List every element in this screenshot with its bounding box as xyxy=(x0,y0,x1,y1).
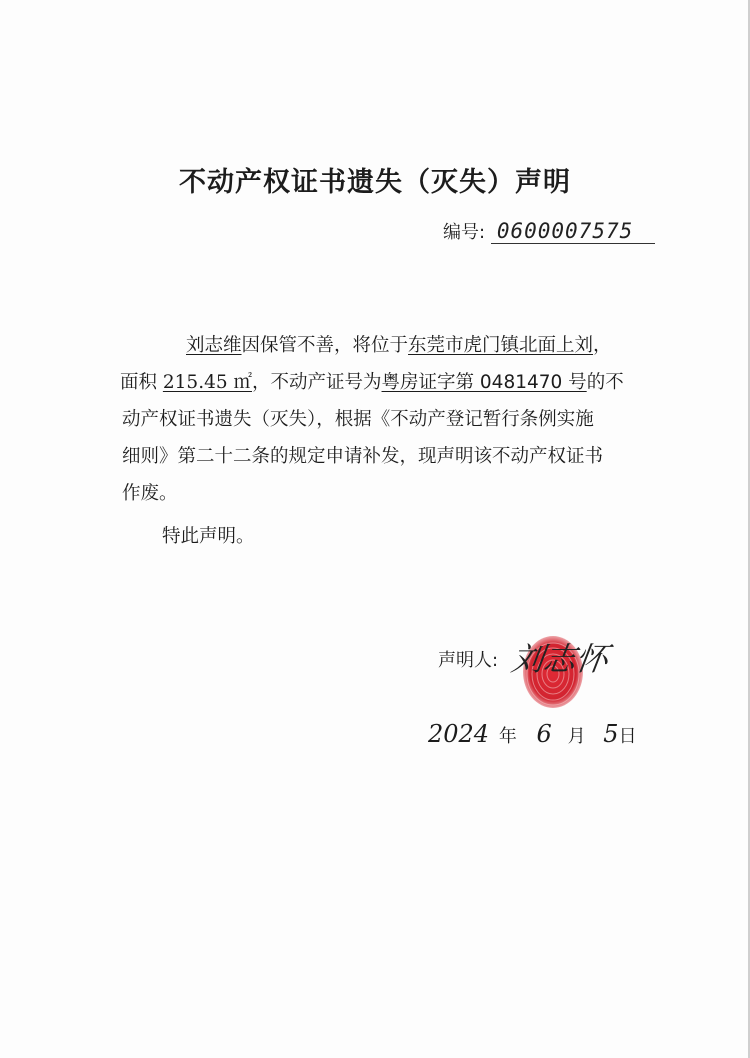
declarant-label: 声明人: xyxy=(438,650,499,671)
date-month-char: 月 xyxy=(567,726,586,747)
document-title: 不动产权证书遗失（灭失）声明 xyxy=(179,167,571,198)
body-line-1 xyxy=(122,327,642,364)
date-month: 6 xyxy=(536,720,552,748)
serial-number xyxy=(443,218,655,244)
certificate-number: 粤房证字第 0481470 号 xyxy=(381,372,587,393)
declaration-body xyxy=(122,327,642,555)
date-year-char: 年 xyxy=(498,726,517,747)
declaration-date xyxy=(428,720,637,748)
body-text: 因保管不善，将位于 xyxy=(241,335,409,356)
body-text: 的不 xyxy=(586,372,624,393)
handwritten-signature: 刘志怀 xyxy=(509,640,611,678)
body-text: ， xyxy=(593,335,612,356)
date-day: 5 xyxy=(603,720,619,748)
property-location: 东莞市虎门镇北面上刘 xyxy=(408,335,594,356)
serial-label: 编号: xyxy=(443,222,486,243)
body-line-4: 细则》第二十二条的规定申请补发，现声明该不动产权证书 xyxy=(122,446,604,467)
declarant-name: 刘志维 xyxy=(186,335,242,356)
closing-statement: 特此声明。 xyxy=(162,526,255,547)
property-area: 215.45 ㎡ xyxy=(162,372,253,393)
body-line-2 xyxy=(120,364,642,401)
body-line-3: 动产权证书遗失（灭失），根据《不动产登记暂行条例实施 xyxy=(122,409,594,430)
date-day-char: 日 xyxy=(618,726,637,747)
body-line-5: 作废。 xyxy=(122,483,178,504)
serial-value: 0600007575 xyxy=(491,219,655,244)
body-text: 面积 xyxy=(120,372,163,393)
body-text: ，不动产证号为 xyxy=(252,372,382,393)
date-year: 2024 xyxy=(428,720,490,748)
